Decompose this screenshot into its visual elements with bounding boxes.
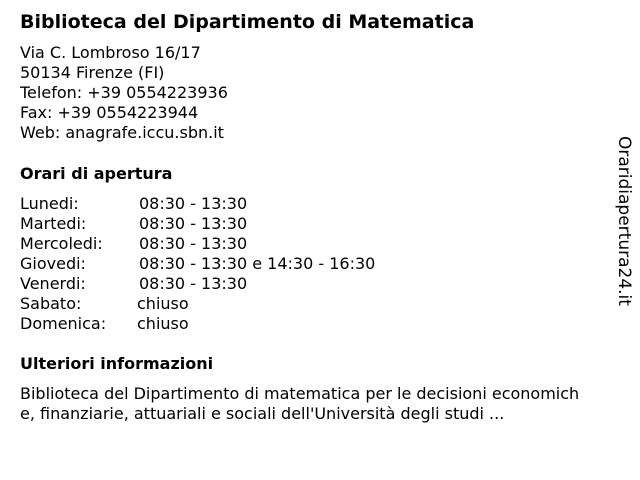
opening-hours-heading: Orari di apertura (20, 164, 173, 183)
more-info-heading: Ulteriori informazioni (20, 354, 214, 373)
fax-line: Fax: +39 0554223944 (20, 103, 199, 122)
more-info-text (20, 384, 579, 424)
time-value: 08:30 - 13:30 (139, 194, 248, 213)
day-label: Lunedi: (20, 194, 79, 213)
day-label: Mercoledi: (20, 234, 103, 253)
more-info-line: Biblioteca del Dipartimento di matematica per le decisioni economich (20, 384, 580, 403)
time-value: 08:30 - 13:30 (139, 214, 248, 233)
time-value: 08:30 - 13:30 (139, 274, 248, 293)
address-line: Via C. Lombroso 16/17 (20, 43, 201, 62)
city-line: 50134 Firenze (FI) (20, 63, 165, 82)
library-info-page (20, 0, 610, 480)
page-title: Biblioteca del Dipartimento di Matematica (20, 11, 475, 33)
day-label: Domenica: (20, 314, 107, 333)
day-label: Sabato: (20, 294, 82, 313)
contact-block (20, 43, 228, 143)
day-label: Martedi: (20, 214, 87, 233)
phone-line: Telefon: +39 0554223936 (20, 83, 228, 102)
site-watermark: Oraridiapertura24.it (614, 136, 634, 306)
time-value: 08:30 - 13:30 e 14:30 - 16:30 (139, 254, 376, 273)
day-label: Giovedi: (20, 254, 86, 273)
time-value: 08:30 - 13:30 (139, 234, 248, 253)
time-value: chiuso (137, 294, 189, 313)
web-line: Web: anagrafe.iccu.sbn.it (20, 123, 224, 142)
time-value: chiuso (137, 314, 189, 333)
more-info-line: e, finanziarie, attuariali e sociali dell'Università degli studi ... (20, 404, 505, 423)
day-label: Venerdi: (20, 274, 86, 293)
